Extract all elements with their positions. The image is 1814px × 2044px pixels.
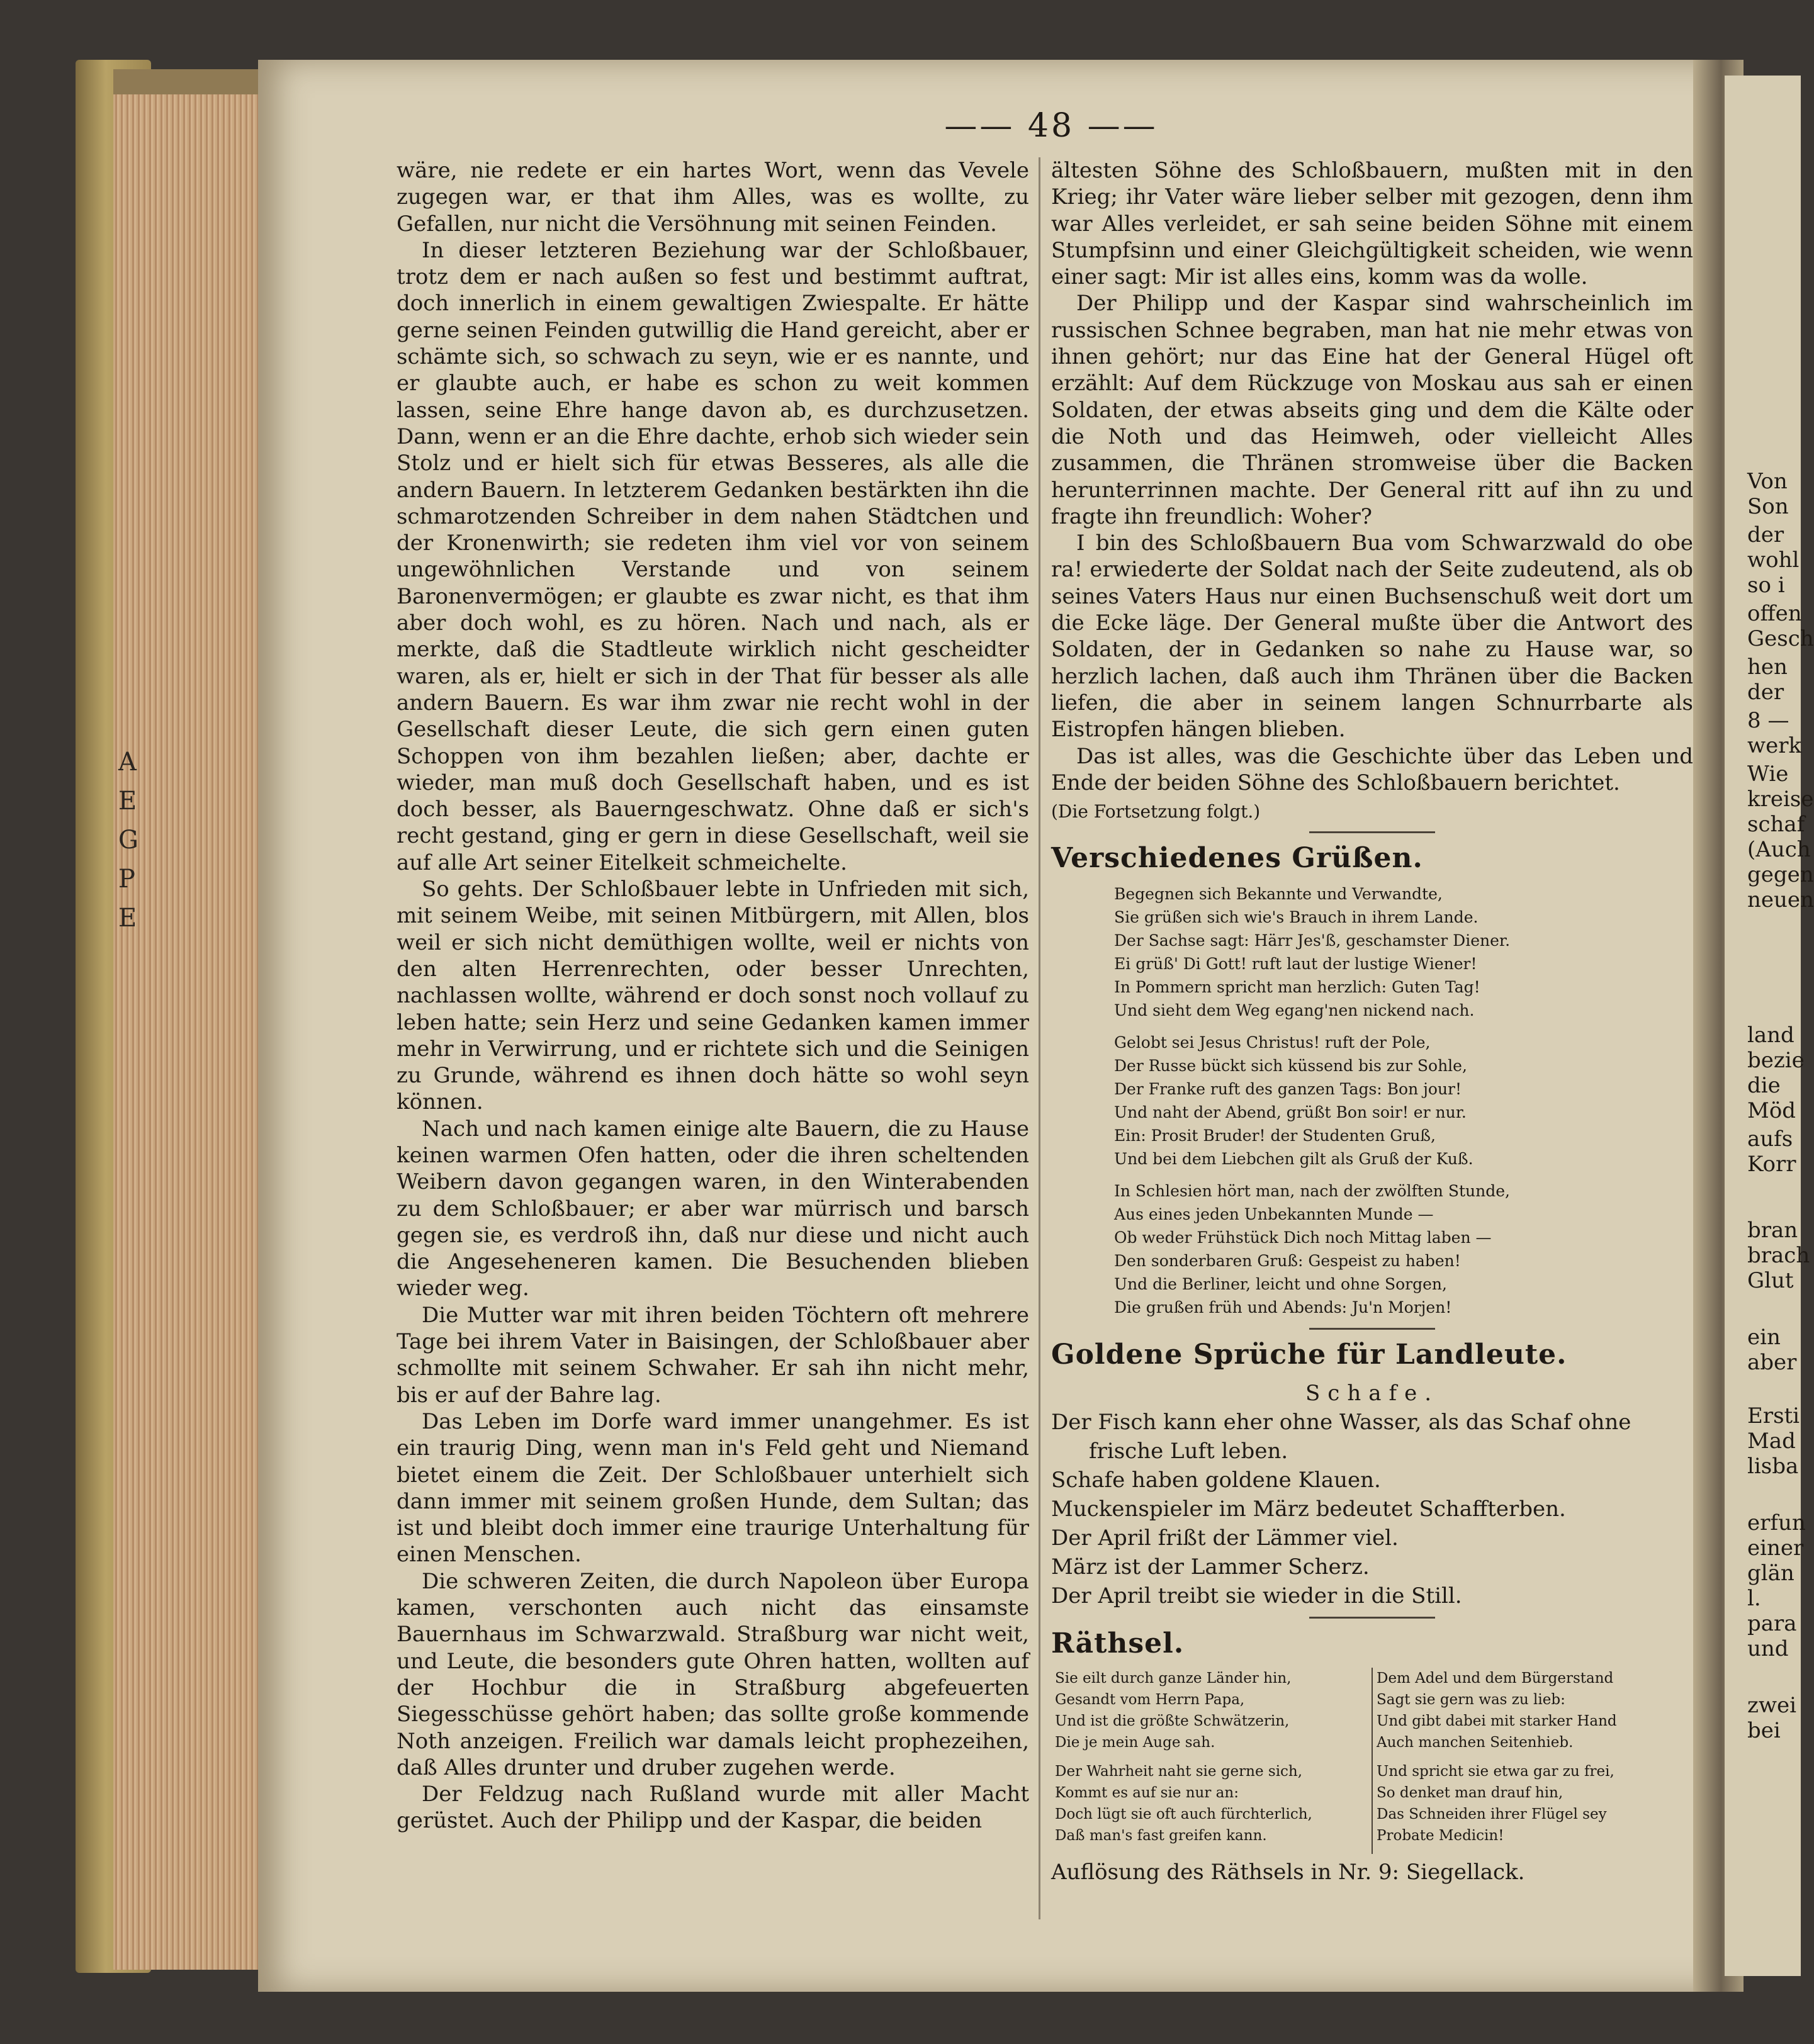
right-page-word: glän (1747, 1561, 1794, 1586)
right-page-word: die (1747, 1073, 1781, 1098)
riddle-line: Daß man's fast greifen kann. (1055, 1828, 1267, 1845)
right-page-word: bran (1747, 1218, 1798, 1243)
riddle-answer: Auflösung des Räthsels in Nr. 9: Siegellack. (1051, 1860, 1525, 1885)
right-page-word: offen (1747, 601, 1802, 626)
right-page-word: l. (1747, 1586, 1761, 1611)
right-page-word: ein (1747, 1325, 1781, 1350)
paragraph: Der Feldzug nach Rußland wurde mit aller Macht gerüstet. Auch der Philipp und der Kaspar, die beiden (397, 1782, 1029, 1834)
riddle-line: Und gibt dabei mit starker Hand (1377, 1713, 1617, 1730)
poem-line: Ei grüß' Di Gott! ruft laut der lustige Wiener! (1114, 955, 1477, 974)
poem-line: Ob weder Frühstück Dich noch Mittag laben — (1114, 1228, 1492, 1247)
right-page-word: werk (1747, 733, 1802, 758)
riddle-stanza (1055, 1761, 1368, 1846)
right-page-word: lisba (1747, 1454, 1799, 1479)
poem-line: Sie grüßen sich wie's Brauch in ihrem Lande. (1114, 908, 1479, 927)
edge-letter: A (118, 748, 137, 777)
proverb-line: frische Luft leben. (1089, 1439, 1288, 1464)
right-page-word: neuen (1747, 887, 1814, 912)
paragraph: So gehts. Der Schloßbauer lebte in Unfrieden mit sich, mit seinem Weibe, mit seinen Mitbürgern, mit Allen, blos weil er sich nicht demüthigen wollte, weil er nichts von den alten Herrenrechten, oder besser Unrechten, nachlassen wollte, während er doch sonst noch vollauf zu leben hatte; sein Herz und seine Gedanken kamen immer mehr in Verwirrung, und er richtete sich und die Seinigen zu Grunde, während es ihnen doch hätte so wohl seyn können. (397, 877, 1029, 1115)
riddle-stanza (1055, 1668, 1368, 1753)
riddle-left-column (1051, 1668, 1373, 1854)
right-page-word: aber (1747, 1350, 1797, 1375)
right-column (1051, 157, 1693, 1887)
riddle-right-column (1373, 1668, 1693, 1854)
right-page-word: einer (1747, 1536, 1804, 1561)
riddle-line: Dem Adel und dem Bürgerstand (1377, 1670, 1614, 1687)
proverb-line: März ist der Lammer Scherz. (1051, 1554, 1370, 1580)
riddle-line: Der Wahrheit naht sie gerne sich, (1055, 1763, 1303, 1780)
right-page-word: Wie (1747, 761, 1789, 787)
proverb-line: Der Fisch kann eher ohne Wasser, als das Schaf ohne (1051, 1410, 1631, 1435)
right-page-word: para (1747, 1611, 1797, 1636)
proverb-line: Der April frißt der Lämmer viel. (1051, 1525, 1399, 1551)
right-page-word: bei (1747, 1718, 1781, 1743)
poem-line: Der Franke ruft des ganzen Tags: Bon jour! (1114, 1080, 1462, 1099)
section-rule (1309, 831, 1435, 833)
paragraph: ältesten Söhne des Schloßbauern, mußten mit in den Krieg; ihr Vater wäre lieber selber mit gezogen, denn ihm war Alles verleidet, er sah seine beiden Söhne mit einem Stumpfsinn und einer Gleichgültigkeit scheiden, wie wenn einer sagt: Mir ist alles eins, komm was da wolle. (1051, 158, 1693, 290)
left-column (397, 157, 1029, 1834)
right-page-word: der (1747, 680, 1784, 705)
edge-letters (118, 743, 144, 938)
right-page-word: so i (1747, 573, 1785, 598)
right-page-word: Glut (1747, 1268, 1794, 1293)
right-page-word: Mad (1747, 1429, 1796, 1454)
paragraph: wäre, nie redete er ein hartes Wort, wenn das Vevele zugegen war, er that ihm Alles, was es wollte, zu Gefallen, nur nicht die Versöhnung mit seinen Feinden. (397, 158, 1029, 237)
right-page-fragment (1725, 76, 1814, 1976)
proverb-line: Muckenspieler im März bedeutet Schaffterben. (1051, 1496, 1566, 1522)
riddle-line: Und ist die größte Schwätzerin, (1055, 1713, 1290, 1730)
proverbs-title: Goldene Sprüche für Landleute. (1051, 1339, 1567, 1371)
riddle-line: Die je mein Auge sah. (1055, 1734, 1215, 1751)
poem-line: Und bei dem Liebchen gilt als Gruß der Kuß. (1114, 1150, 1473, 1169)
right-page-word: Son (1747, 494, 1789, 519)
poem-line: In Schlesien hört man, nach der zwölften Stunde, (1114, 1182, 1510, 1201)
section-rule (1309, 1328, 1435, 1330)
page-edges-top (113, 69, 258, 94)
riddle-line: Gesandt vom Herrn Papa, (1055, 1692, 1245, 1709)
edge-letter: E (118, 787, 137, 816)
poem-line: Der Russe bückt sich küssend bis zur Sohle, (1114, 1057, 1467, 1075)
right-page-word: Ersti (1747, 1403, 1800, 1429)
paragraph: In dieser letzteren Beziehung war der Schloßbauer, trotz dem er nach außen so fest und bestimmt auftrat, doch innerlich in einem gewaltigen Zwiespalte. Er hätte gerne seinen Feinden gutwillig die Hand gereicht, aber er schämte sich, so schwach zu seyn, wie er es nannte, und er glaubte auch, er habe es schon zu weit kommen lassen, seine Ehre hange davon ab, es durchzusetzen. Dann, wenn er an die Ehre dachte, erhob sich wieder sein Stolz und er hielt sich für etwas Besseres, als alle die andern Bauern. In letzterem Gedanken bestärkten ihn die schmarotzenden Schreiber in dem nahen Städtchen und der Kronenwirth; sie redeten ihm viel vor von seinem ungewöhnlichen Verstande und von seinem Baronenvermögen; er glaubte es zwar nicht, es that ihm aber doch wohl, es zu hören. Nach und nach, als er merkte, daß die Stadtleute wirklich nicht gescheidter waren, als er, hielt er sich in der That für besser als alle andern Bauern. Es war ihm zwar nie recht wohl in der Gesellschaft dieser Leute, die sich gern einen guten Schoppen von ihm bezahlen ließen; aber, dachte er wieder, man muß doch Gesellschaft haben, und es ist doch besser, als Bauerngeschwatz. Ohne daß er sich's recht gestand, ging er gern in diese Gesellschaft, weil sie auf alle Art seiner Eitelkeit schmeichelte. (397, 237, 1029, 875)
paragraph: Das ist alles, was die Geschichte über das Leben und Ende der beiden Söhne des Schloßbauern berichtet. (1051, 743, 1693, 795)
continued-note: (Die Fortsetzung folgt.) (1051, 801, 1261, 823)
page-number: —— 48 —— (944, 107, 1158, 145)
poem-line: Und naht der Abend, grüßt Bon soir! er nur. (1114, 1103, 1467, 1122)
greetings-title: Verschiedenes Grüßen. (1051, 842, 1423, 875)
poem-stanza (1114, 1031, 1693, 1171)
right-page-word: Möd (1747, 1098, 1796, 1123)
poem-line: Ein: Prosit Bruder! der Studenten Gruß, (1114, 1126, 1436, 1145)
paragraph: Die Mutter war mit ihren beiden Töchtern oft mehrere Tage bei ihrem Vater in Baisingen, der Schloßbauer aber schmollte mit seinem Schwaher. Er sah ihn nicht mehr, bis er auf der Bahre lag. (397, 1302, 1029, 1408)
right-page-word: schaf (1747, 812, 1805, 837)
riddle-block (1051, 1668, 1693, 1854)
right-page-word: Gesch (1747, 626, 1814, 651)
proverbs-block (1051, 1379, 1693, 1610)
column-divider (1039, 157, 1040, 1919)
right-page-word: 8 — (1747, 708, 1789, 733)
riddle-stanza (1377, 1668, 1689, 1753)
poem-line: In Pommern spricht man herzlich: Guten Tag! (1114, 978, 1480, 997)
poem-line: Die grußen früh und Abends: Ju'n Morjen! (1114, 1298, 1452, 1317)
poem-stanza (1114, 1179, 1693, 1319)
right-page-word: zwei (1747, 1693, 1797, 1718)
proverbs-subtitle: Schafe. (1305, 1381, 1439, 1407)
poem-line: Begegnen sich Bekannte und Verwandte, (1114, 885, 1443, 904)
right-page-word: erfun (1747, 1510, 1806, 1536)
right-page-word: Von (1747, 469, 1788, 494)
page-edges (113, 69, 258, 1970)
riddle-title: Räthsel. (1051, 1627, 1185, 1660)
poem-line: Aus eines jeden Unbekannten Munde — (1114, 1205, 1434, 1224)
right-page-word: (Auch (1747, 837, 1811, 862)
riddle-line: Auch manchen Seitenhieb. (1377, 1734, 1574, 1751)
paragraph: I bin des Schloßbauern Bua vom Schwarzwald do obe ra! erwiederte der Soldat nach der Seite zudeutend, als ob seines Vaters Haus nur einen Buchsenschuß weit dort um die Ecke läge. Der General mußte über die Antwort des Soldaten, der in Gedanken so nahe zu Hause war, so herzlich lachen, daß auch ihm Thränen über die Backen liefen, die aber in seinem langen Schnurrbarte als Eistropfen hängen blieben. (1051, 531, 1693, 743)
right-page-word: der (1747, 522, 1784, 548)
poem-stanza (1114, 882, 1693, 1022)
right-page-word: land (1747, 1023, 1794, 1048)
poem-line: Der Sachse sagt: Härr Jes'ß, geschamster Diener. (1114, 931, 1511, 950)
poem-line: Und die Berliner, leicht und ohne Sorgen, (1114, 1275, 1447, 1294)
paragraph: Die schweren Zeiten, die durch Napoleon über Europa kamen, verschonten auch nicht das einsamste Bauernhaus im Schwarzwald. Straßburg war nicht weit, und Leute, die besonders gute Ohren hatten, wollten auf der Hochbur die in Straßburg abgefeuerten Siegesschüsse gehört haben; das sollte große kommende Noth anzeigen. Freilich war damals leicht prophezeihen, daß Alles drunter und druber zugehen werde. (397, 1568, 1029, 1780)
riddle-line: Und spricht sie etwa gar zu frei, (1377, 1763, 1614, 1780)
poem-line: Den sonderbaren Gruß: Gespeist zu haben! (1114, 1252, 1461, 1271)
right-page-word: bezie (1747, 1048, 1805, 1073)
riddle-line: Sagt sie gern was zu lieb: (1377, 1692, 1565, 1709)
right-page-word: gegen (1747, 862, 1814, 887)
paragraph: Der Philipp und der Kaspar sind wahrscheinlich im russischen Schnee begraben, man hat nie mehr etwas von ihnen gehört; nur das Eine hat der General Hügel oft erzählt: Auf dem Rückzuge von Moskau aus sah er einen Soldaten, der etwas abseits ging und dem die Kälte oder die Noth und das Heimweh, oder vielleicht Alles zusammen, die Thränen stromweise über die Backen herunterrinnen machte. Der General ritt auf ihn zu und fragte ihn freundlich: Woher? (1051, 291, 1693, 529)
riddle-line: Kommt es auf sie nur an: (1055, 1785, 1239, 1802)
right-page-word: und (1747, 1636, 1789, 1661)
proverb-line: Der April treibt sie wieder in die Still. (1051, 1583, 1462, 1609)
riddle-stanza (1377, 1761, 1689, 1846)
right-page-word: brach (1747, 1243, 1810, 1268)
riddle-line: So denket man drauf hin, (1377, 1785, 1563, 1802)
riddle-line: Probate Medicin! (1377, 1828, 1504, 1845)
paragraph: Das Leben im Dorfe ward immer unangehmer. Es ist ein traurig Ding, wenn man in's Feld geht und Niemand bietet einem die Zeit. Der Schloßbauer unterhielt sich dann immer mit seinem großen Hunde, dem Sultan; das ist und bleibt doch immer eine traurige Unterhaltung für einen Menschen. (397, 1408, 1029, 1568)
poem-line: Und sieht dem Weg egang'nen nickend nach. (1114, 1001, 1475, 1020)
right-page-word: aufs (1747, 1126, 1793, 1152)
riddle-line: Das Schneiden ihrer Flügel sey (1377, 1806, 1607, 1823)
proverb-lines (1051, 1408, 1693, 1610)
right-page-word: wohl (1747, 548, 1800, 573)
riddle-line: Doch lügt sie oft auch fürchterlich, (1055, 1806, 1312, 1823)
greetings-poem (1051, 882, 1693, 1319)
poem-line: Gelobt sei Jesus Christus! ruft der Pole, (1114, 1033, 1431, 1052)
right-page-word: kreise (1747, 787, 1814, 812)
right-page-word: hen (1747, 654, 1788, 680)
edge-letter: G (118, 826, 138, 855)
story-continuation (1051, 157, 1693, 796)
paragraph: Nach und nach kamen einige alte Bauern, die zu Hause keinen warmen Ofen hatten, oder die ihren scheltenden Weibern davon gegangen waren, in den Winterabenden zu dem Schloßbauer; er aber war mürrisch und barsch gegen sie, es verdroß ihn, daß nur diese und nicht auch die Angeseheneren kamen. Die Besuchenden blieben wieder weg. (397, 1116, 1029, 1301)
edge-letter: P (118, 865, 135, 894)
right-page-word: Korr (1747, 1152, 1796, 1177)
section-rule (1309, 1617, 1435, 1619)
riddle-line: Sie eilt durch ganze Länder hin, (1055, 1670, 1292, 1687)
proverb-line: Schafe haben goldene Klauen. (1051, 1468, 1381, 1493)
edge-letter: E (118, 904, 137, 933)
